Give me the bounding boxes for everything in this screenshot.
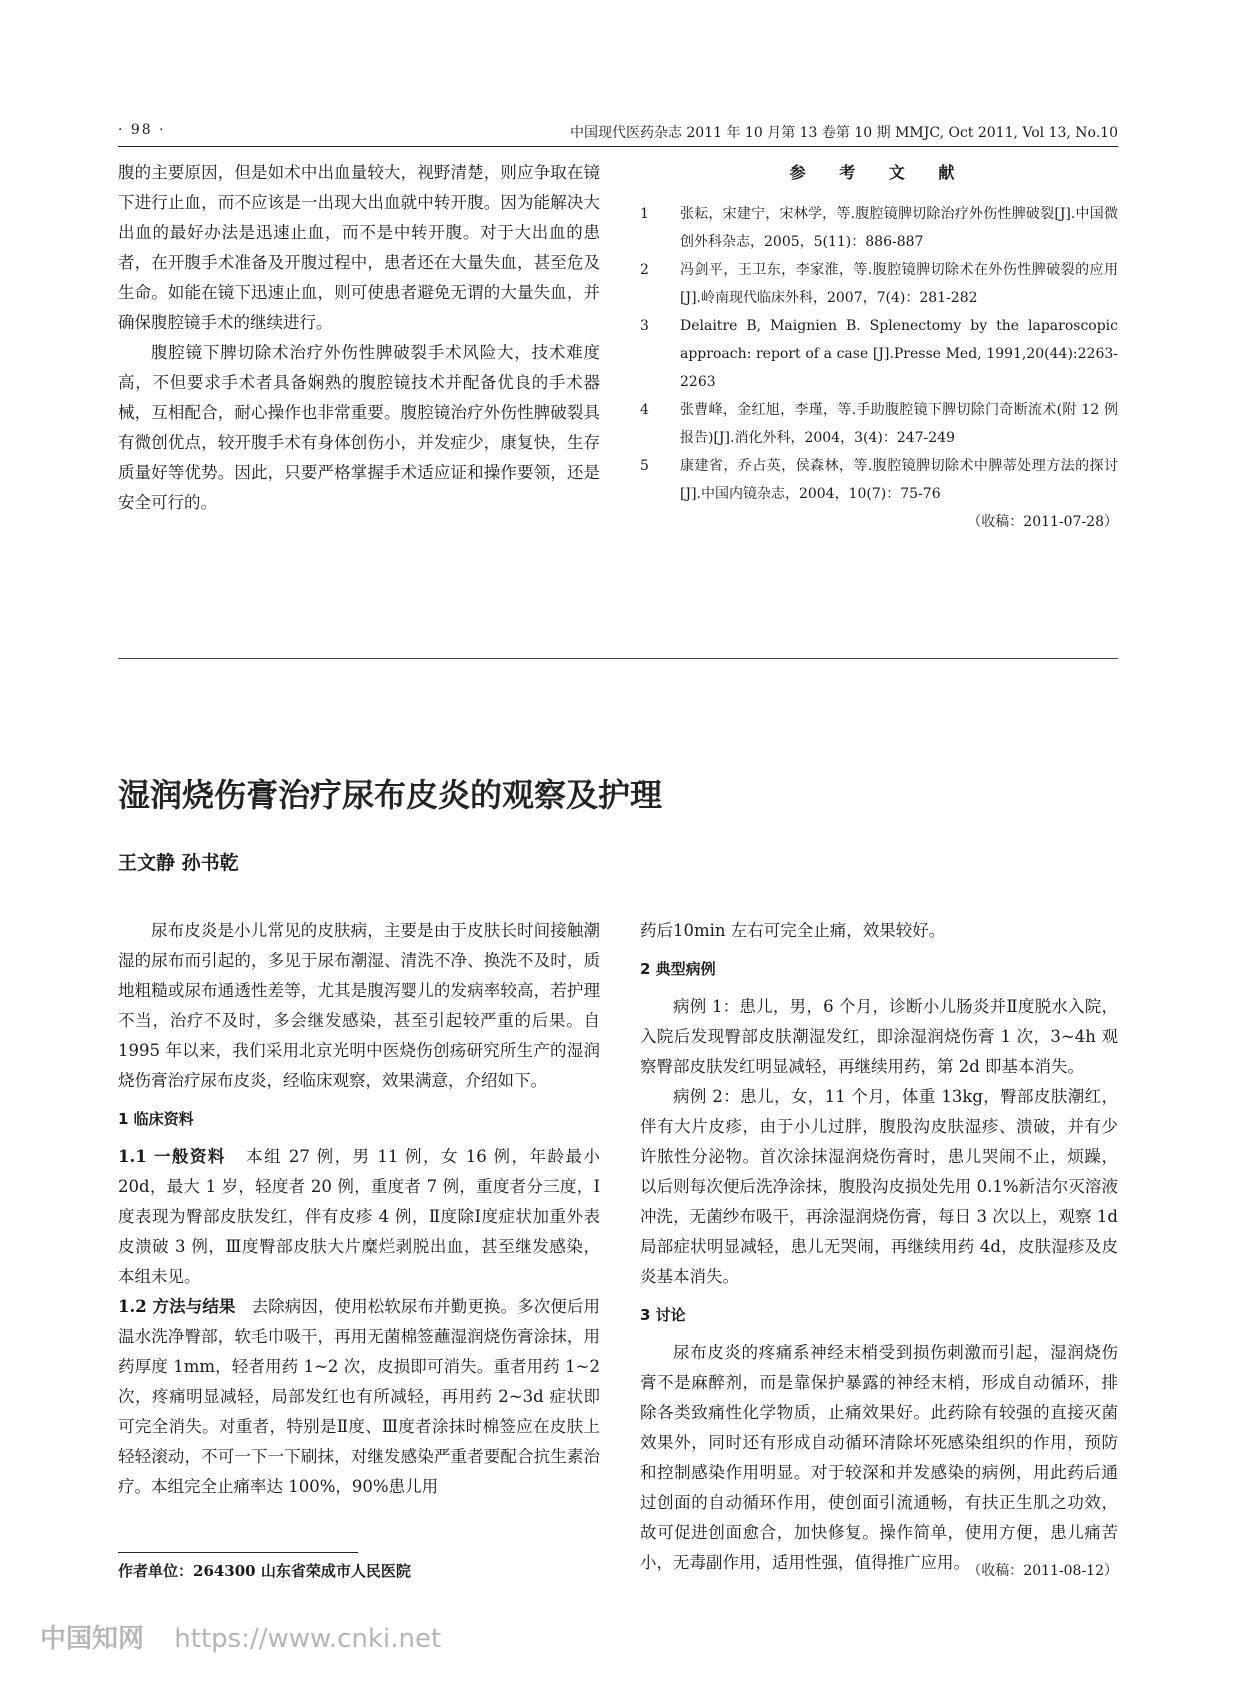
- paragraph: 腹腔镜下脾切除术治疗外伤性脾破裂手术风险大，技术难度高，不但要求手术者具备娴熟的腹腔镜技术并配备优良的手术器械，互相配合，耐心操作也非常重要。腹腔镜治疗外伤性脾破裂具有微创优点，较开腹手术有身体创伤小，并发症少，康复快，生存质量好等优势。因此，只要严格掌握手术适应证和操作要领，还是安全可行的。: [118, 343, 600, 512]
- reference-text: 张耘，宋建宁，宋林学，等.腹腔镜脾切除治疗外伤性脾破裂[J].中国微创外科杂志，2005，5(11)：886-887: [680, 206, 1118, 250]
- article-separator: [118, 658, 1118, 659]
- subsection-heading: 1.1 一般资料: [118, 1147, 226, 1166]
- received-date: （收稿：2011-07-28）: [967, 514, 1118, 530]
- subsection-heading: 1.2 方法与结果: [118, 1297, 236, 1316]
- paragraph: [118, 1142, 600, 1292]
- journal-info: 中国现代医药杂志 2011 年 10 月第 13 卷第 10 期 MMJC, Oct 2011, Vol 13, No.10: [569, 125, 1118, 141]
- section-heading: 2 典型病例: [640, 960, 716, 978]
- section-heading: 1 临床资料: [118, 1110, 194, 1128]
- subsection-text: 去除病因，使用松软尿布并勤更换。多次便后用温水洗净臀部，软毛巾吸干，再用无菌棉签蘸湿润烧伤膏涂抹，用药厚度 1mm，轻者用药 1~2 次，皮损即可消失。重者用药 1~2 次，疼痛明显减轻，局部发红也有所减轻，再用药 2~3d 症状即可完全消失。对重者，特别是Ⅱ度、Ⅲ度者涂抹时棉签应在皮肤上轻轻滚动，不可一下一下刷抹，对继发感染严重者要配合抗生素治疗。本组完全止痛率达 100%，90%患儿用: [118, 1297, 600, 1496]
- reference-item: [640, 256, 1118, 312]
- case-paragraph: 病例 2：患儿，女，11 个月，体重 13kg，臀部皮肤潮红，伴有大片皮疹，由于小儿过胖，腹股沟皮肤湿疹、溃破，并有少许脓性分泌物。首次涂抹湿润烧伤膏时，患儿哭闹不止，烦躁，以后则每次便后洗净涂抹，腹股沟皮损处先用 0.1%新洁尔灭溶液冲洗，无菌纱布吸干，再涂湿润烧伤膏，每日 3 次以上，观察 1d 局部症状明显减轻，患儿无哭闹，再继续用药 4d，皮肤湿疹及皮炎基本消失。: [640, 1087, 1118, 1286]
- header-rule: [118, 146, 1118, 147]
- watermark-brand: 中国知网: [40, 1624, 145, 1654]
- article-right-column: [640, 916, 1118, 1578]
- reference-number: 4: [640, 402, 649, 418]
- page-number: · 98 ·: [118, 122, 166, 138]
- subsection-text: 本组 27 例，男 11 例，女 16 例，年龄最小 20d，最大 1 岁，轻度者 20 例，重度者 7 例，重度者分三度，Ⅰ度表现为臀部皮肤发红，伴有皮疹 4 例，Ⅱ度除Ⅰ度症状加重外表皮溃破 3 例，Ⅲ度臀部皮肤大片糜烂剥脱出血，甚至继发感染，本组未见。: [118, 1147, 600, 1286]
- watermark-url: https://www.cnki.net: [174, 1624, 442, 1654]
- reference-number: 3: [640, 318, 649, 334]
- received-date: （收稿：2011-08-12）: [967, 1563, 1118, 1579]
- article-left-column: [118, 916, 600, 1502]
- reference-number: 2: [640, 262, 649, 278]
- article-title: 湿润烧伤膏治疗尿布皮炎的观察及护理: [118, 776, 663, 814]
- reference-text: 张曹峰，金红旭，李瑾，等.手助腹腔镜下脾切除门奇断流术(附 12 例报告)[J].消化外科，2004，3(4)：247-249: [680, 402, 1118, 446]
- reference-item: [640, 312, 1118, 396]
- reference-text: 冯剑平，王卫东，李家淮，等.腹腔镜脾切除术在外伤性脾破裂的应用[J].岭南现代临床外科，2007，7(4)：281-282: [680, 262, 1118, 306]
- paragraph: 腹的主要原因，但是如术中出血量较大，视野清楚，则应争取在镜下进行止血，而不应该是一出现大出血就中转开腹。因为能解决大出血的最好办法是迅速止血，而不是中转开腹。对于大出血的患者，在开腹手术准备及开腹过程中，患者还在大量失血，甚至危及生命。如能在镜下迅速止血，则可使患者避免无谓的大量失血，并确保腹腔镜手术的继续进行。: [118, 163, 600, 332]
- previous-article-conclusion: [118, 158, 600, 518]
- discussion-paragraph: 尿布皮炎的疼痛系神经末梢受到损伤刺激而引起，湿润烧伤膏不是麻醉剂，而是靠保护暴露的神经末梢，形成自动循环，排除各类致痛性化学物质，止痛效果好。此药除有较强的直接灭菌效果外，同时还有形成自动循环清除坏死感染组织的作用，预防和控制感染作用明显。对于较深和并发感染的病例，用此药后通过创面的自动循环作用，使创面引流通畅，有扶正生肌之功效，故可促进创面愈合，加快修复。操作简单，使用方便，患儿痛苦小，无毒副作用，适用性强，值得推广应用。: [640, 1343, 1118, 1572]
- article-authors: 王文静 孙书乾: [118, 852, 239, 874]
- paragraph: [118, 1292, 600, 1502]
- footnote-rule: [118, 1552, 358, 1553]
- reference-item: [640, 200, 1118, 256]
- reference-item: [640, 452, 1118, 508]
- paragraph: 药后10min 左右可完全止痛，效果较好。: [640, 921, 946, 940]
- intro-paragraph: 尿布皮炎是小儿常见的皮肤病，主要是由于皮肤长时间接触潮湿的尿布而引起的，多见于尿布潮湿、清洗不净、换洗不及时，质地粗糙或尿布通透性差等，尤其是腹泻婴儿的发病率较高，若护理不当，治疗不及时，多会继发感染，甚至引起较严重的后果。自 1995 年以来，我们采用北京光明中医烧伤创疡研究所生产的湿润烧伤膏治疗尿布皮炎，经临床观察，效果满意，介绍如下。: [118, 921, 600, 1090]
- section-heading: 3 讨论: [640, 1306, 686, 1324]
- page-header: [118, 120, 1118, 144]
- references-title: 参 考 文 献: [789, 163, 969, 182]
- watermark: [40, 1618, 441, 1655]
- reference-text: 康建省，乔占英，侯森林，等.腹腔镜脾切除术中脾蒂处理方法的探讨[J].中国内镜杂志，2004，10(7)：75-76: [680, 458, 1118, 502]
- reference-item: [640, 396, 1118, 452]
- case-paragraph: 病例 1：患儿，男，6 个月，诊断小儿肠炎并Ⅱ度脱水入院，入院后发现臀部皮肤潮湿发红，即涂湿润烧伤膏 1 次，3~4h 观察臀部皮肤发红明显减轻，再继续用药，第 2d 即基本消失。: [640, 997, 1118, 1076]
- reference-number: 1: [640, 206, 649, 222]
- author-affiliation: 作者单位：264300 山东省荣成市人民医院: [118, 1562, 411, 1580]
- references-section: [640, 158, 1118, 536]
- reference-number: 5: [640, 458, 649, 474]
- reference-text: Delaitre B, Maignien B. Splenectomy by the laparoscopic approach: report of a case [J].Presse Med, 1991,20(44):2263-2263: [680, 318, 1118, 390]
